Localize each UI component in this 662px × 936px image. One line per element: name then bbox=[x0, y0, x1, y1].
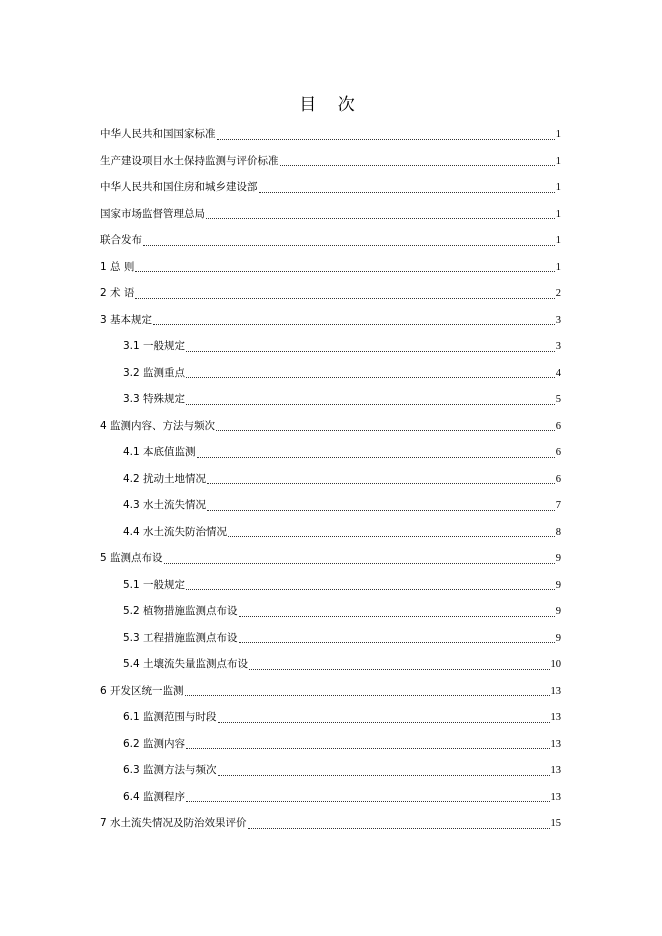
toc-entry[interactable] bbox=[100, 707, 561, 734]
toc-page-number: 6 bbox=[555, 447, 561, 458]
toc-dot-leader bbox=[248, 827, 550, 829]
toc-entry[interactable] bbox=[100, 389, 561, 416]
toc-page-number: 13 bbox=[550, 765, 561, 776]
toc-page-number: 5 bbox=[555, 394, 561, 405]
toc-dot-leader bbox=[153, 323, 555, 325]
toc-entry[interactable] bbox=[100, 230, 561, 257]
toc-page-number: 3 bbox=[555, 341, 561, 352]
toc-page-number: 6 bbox=[555, 473, 561, 485]
toc-entry-label: 中华人民共和国住房和城乡建设部 bbox=[100, 181, 258, 193]
toc-entry-label: 6.3 监测方法与频次 bbox=[123, 764, 217, 776]
toc-page-number: 1 bbox=[555, 235, 561, 246]
toc-entry[interactable] bbox=[100, 124, 561, 151]
toc-dot-leader bbox=[135, 297, 554, 299]
toc-dot-leader bbox=[164, 562, 555, 564]
toc-page-number: 13 bbox=[550, 738, 561, 750]
toc-entry-label: 4.1 本底值监测 bbox=[123, 446, 196, 458]
toc-dot-leader bbox=[143, 244, 555, 246]
toc-entry-label: 5.1 一般规定 bbox=[123, 578, 186, 591]
toc-page-number: 9 bbox=[555, 632, 561, 644]
toc-entry[interactable] bbox=[100, 734, 561, 761]
toc-dot-leader bbox=[206, 217, 555, 219]
toc-page-number: 1 bbox=[555, 155, 561, 167]
toc-entry[interactable] bbox=[100, 681, 561, 708]
toc-dot-leader bbox=[239, 615, 555, 617]
toc-page-number: 7 bbox=[555, 500, 561, 511]
toc-page-number: 9 bbox=[555, 606, 561, 617]
toc-entry-label: 中华人民共和国国家标准 bbox=[100, 128, 216, 140]
toc-dot-leader bbox=[185, 694, 550, 696]
toc-entry-label: 5.4 土壤流失量监测点布设 bbox=[123, 658, 249, 670]
toc-entry-label: 4 监测内容、方法与频次 bbox=[100, 419, 216, 432]
toc-dot-leader bbox=[249, 668, 549, 670]
toc-entry-label: 6.4 监测程序 bbox=[123, 790, 186, 803]
toc-entry-label: 5 监测点布设 bbox=[100, 552, 163, 564]
toc-entry[interactable] bbox=[100, 469, 561, 496]
toc-entry[interactable] bbox=[100, 813, 561, 840]
toc-dot-leader bbox=[218, 774, 550, 776]
table-of-contents bbox=[100, 124, 561, 840]
toc-entry-label: 3 基本规定 bbox=[100, 313, 153, 326]
toc-page-number: 6 bbox=[555, 420, 561, 432]
toc-page-number: 1 bbox=[555, 182, 561, 193]
toc-title: 目 次 bbox=[299, 95, 363, 115]
toc-entry[interactable] bbox=[100, 628, 561, 655]
toc-entry-label: 7 水土流失情况及防治效果评价 bbox=[100, 817, 247, 829]
toc-entry-label: 联合发布 bbox=[100, 234, 142, 246]
toc-entry[interactable] bbox=[100, 336, 561, 363]
toc-entry[interactable] bbox=[100, 548, 561, 575]
toc-dot-leader bbox=[239, 641, 555, 643]
toc-entry[interactable] bbox=[100, 760, 561, 787]
toc-entry-label: 4.3 水土流失情况 bbox=[123, 499, 207, 511]
toc-entry[interactable] bbox=[100, 204, 561, 231]
toc-page-number: 8 bbox=[555, 526, 561, 538]
toc-page-number: 13 bbox=[550, 712, 561, 723]
toc-page-number: 10 bbox=[550, 659, 561, 670]
toc-entry-label: 5.3 工程措施监测点布设 bbox=[123, 631, 238, 644]
toc-dot-leader bbox=[186, 376, 555, 378]
toc-page-number: 2 bbox=[555, 288, 561, 299]
toc-entry[interactable] bbox=[100, 575, 561, 602]
toc-dot-leader bbox=[186, 350, 555, 352]
toc-dot-leader bbox=[216, 429, 555, 431]
toc-dot-leader bbox=[135, 270, 554, 272]
toc-entry[interactable] bbox=[100, 601, 561, 628]
toc-page-number: 15 bbox=[550, 818, 561, 829]
toc-page-number: 4 bbox=[555, 367, 561, 379]
toc-entry[interactable] bbox=[100, 522, 561, 549]
toc-entry[interactable] bbox=[100, 257, 561, 284]
toc-entry-label: 4.4 水土流失防治情况 bbox=[123, 525, 228, 538]
toc-entry[interactable] bbox=[100, 363, 561, 390]
toc-page-number: 9 bbox=[555, 579, 561, 591]
toc-dot-leader bbox=[259, 191, 555, 193]
toc-entry-label: 1 总 则 bbox=[100, 260, 135, 273]
toc-dot-leader bbox=[218, 721, 550, 723]
toc-entry[interactable] bbox=[100, 310, 561, 337]
toc-page-number: 3 bbox=[555, 314, 561, 326]
toc-entry[interactable] bbox=[100, 283, 561, 310]
toc-entry[interactable] bbox=[100, 654, 561, 681]
toc-entry-label: 6 开发区统一监测 bbox=[100, 684, 184, 697]
toc-dot-leader bbox=[228, 535, 555, 537]
toc-entry[interactable] bbox=[100, 442, 561, 469]
toc-entry-label: 6.1 监测范围与时段 bbox=[123, 711, 217, 723]
toc-entry[interactable] bbox=[100, 416, 561, 443]
toc-entry-label: 国家市场监督管理总局 bbox=[100, 207, 205, 220]
toc-entry-label: 3.2 监测重点 bbox=[123, 366, 186, 379]
toc-page-number: 1 bbox=[555, 261, 561, 273]
toc-entry-label: 2 术 语 bbox=[100, 287, 135, 299]
toc-dot-leader bbox=[186, 403, 555, 405]
toc-dot-leader bbox=[207, 482, 555, 484]
toc-dot-leader bbox=[186, 800, 549, 802]
toc-entry[interactable] bbox=[100, 151, 561, 178]
toc-page-number: 13 bbox=[550, 791, 561, 803]
toc-entry[interactable] bbox=[100, 787, 561, 814]
toc-entry-label: 3.3 特殊规定 bbox=[123, 393, 186, 405]
toc-entry-label: 6.2 监测内容 bbox=[123, 737, 186, 750]
toc-page-number: 9 bbox=[555, 553, 561, 564]
toc-entry-label: 4.2 扰动土地情况 bbox=[123, 472, 207, 485]
toc-entry[interactable] bbox=[100, 177, 561, 204]
toc-dot-leader bbox=[217, 138, 555, 140]
toc-entry-label: 3.1 一般规定 bbox=[123, 340, 186, 352]
toc-entry[interactable] bbox=[100, 495, 561, 522]
toc-dot-leader bbox=[207, 509, 555, 511]
toc-dot-leader bbox=[197, 456, 555, 458]
toc-dot-leader bbox=[186, 588, 555, 590]
toc-page-number: 1 bbox=[555, 129, 561, 140]
toc-entry-label: 生产建设项目水土保持监测与评价标准 bbox=[100, 154, 279, 167]
toc-page-number: 1 bbox=[555, 208, 561, 220]
toc-page-number: 13 bbox=[550, 685, 561, 697]
toc-entry-label: 5.2 植物措施监测点布设 bbox=[123, 605, 238, 617]
toc-dot-leader bbox=[186, 747, 549, 749]
toc-dot-leader bbox=[280, 164, 555, 166]
